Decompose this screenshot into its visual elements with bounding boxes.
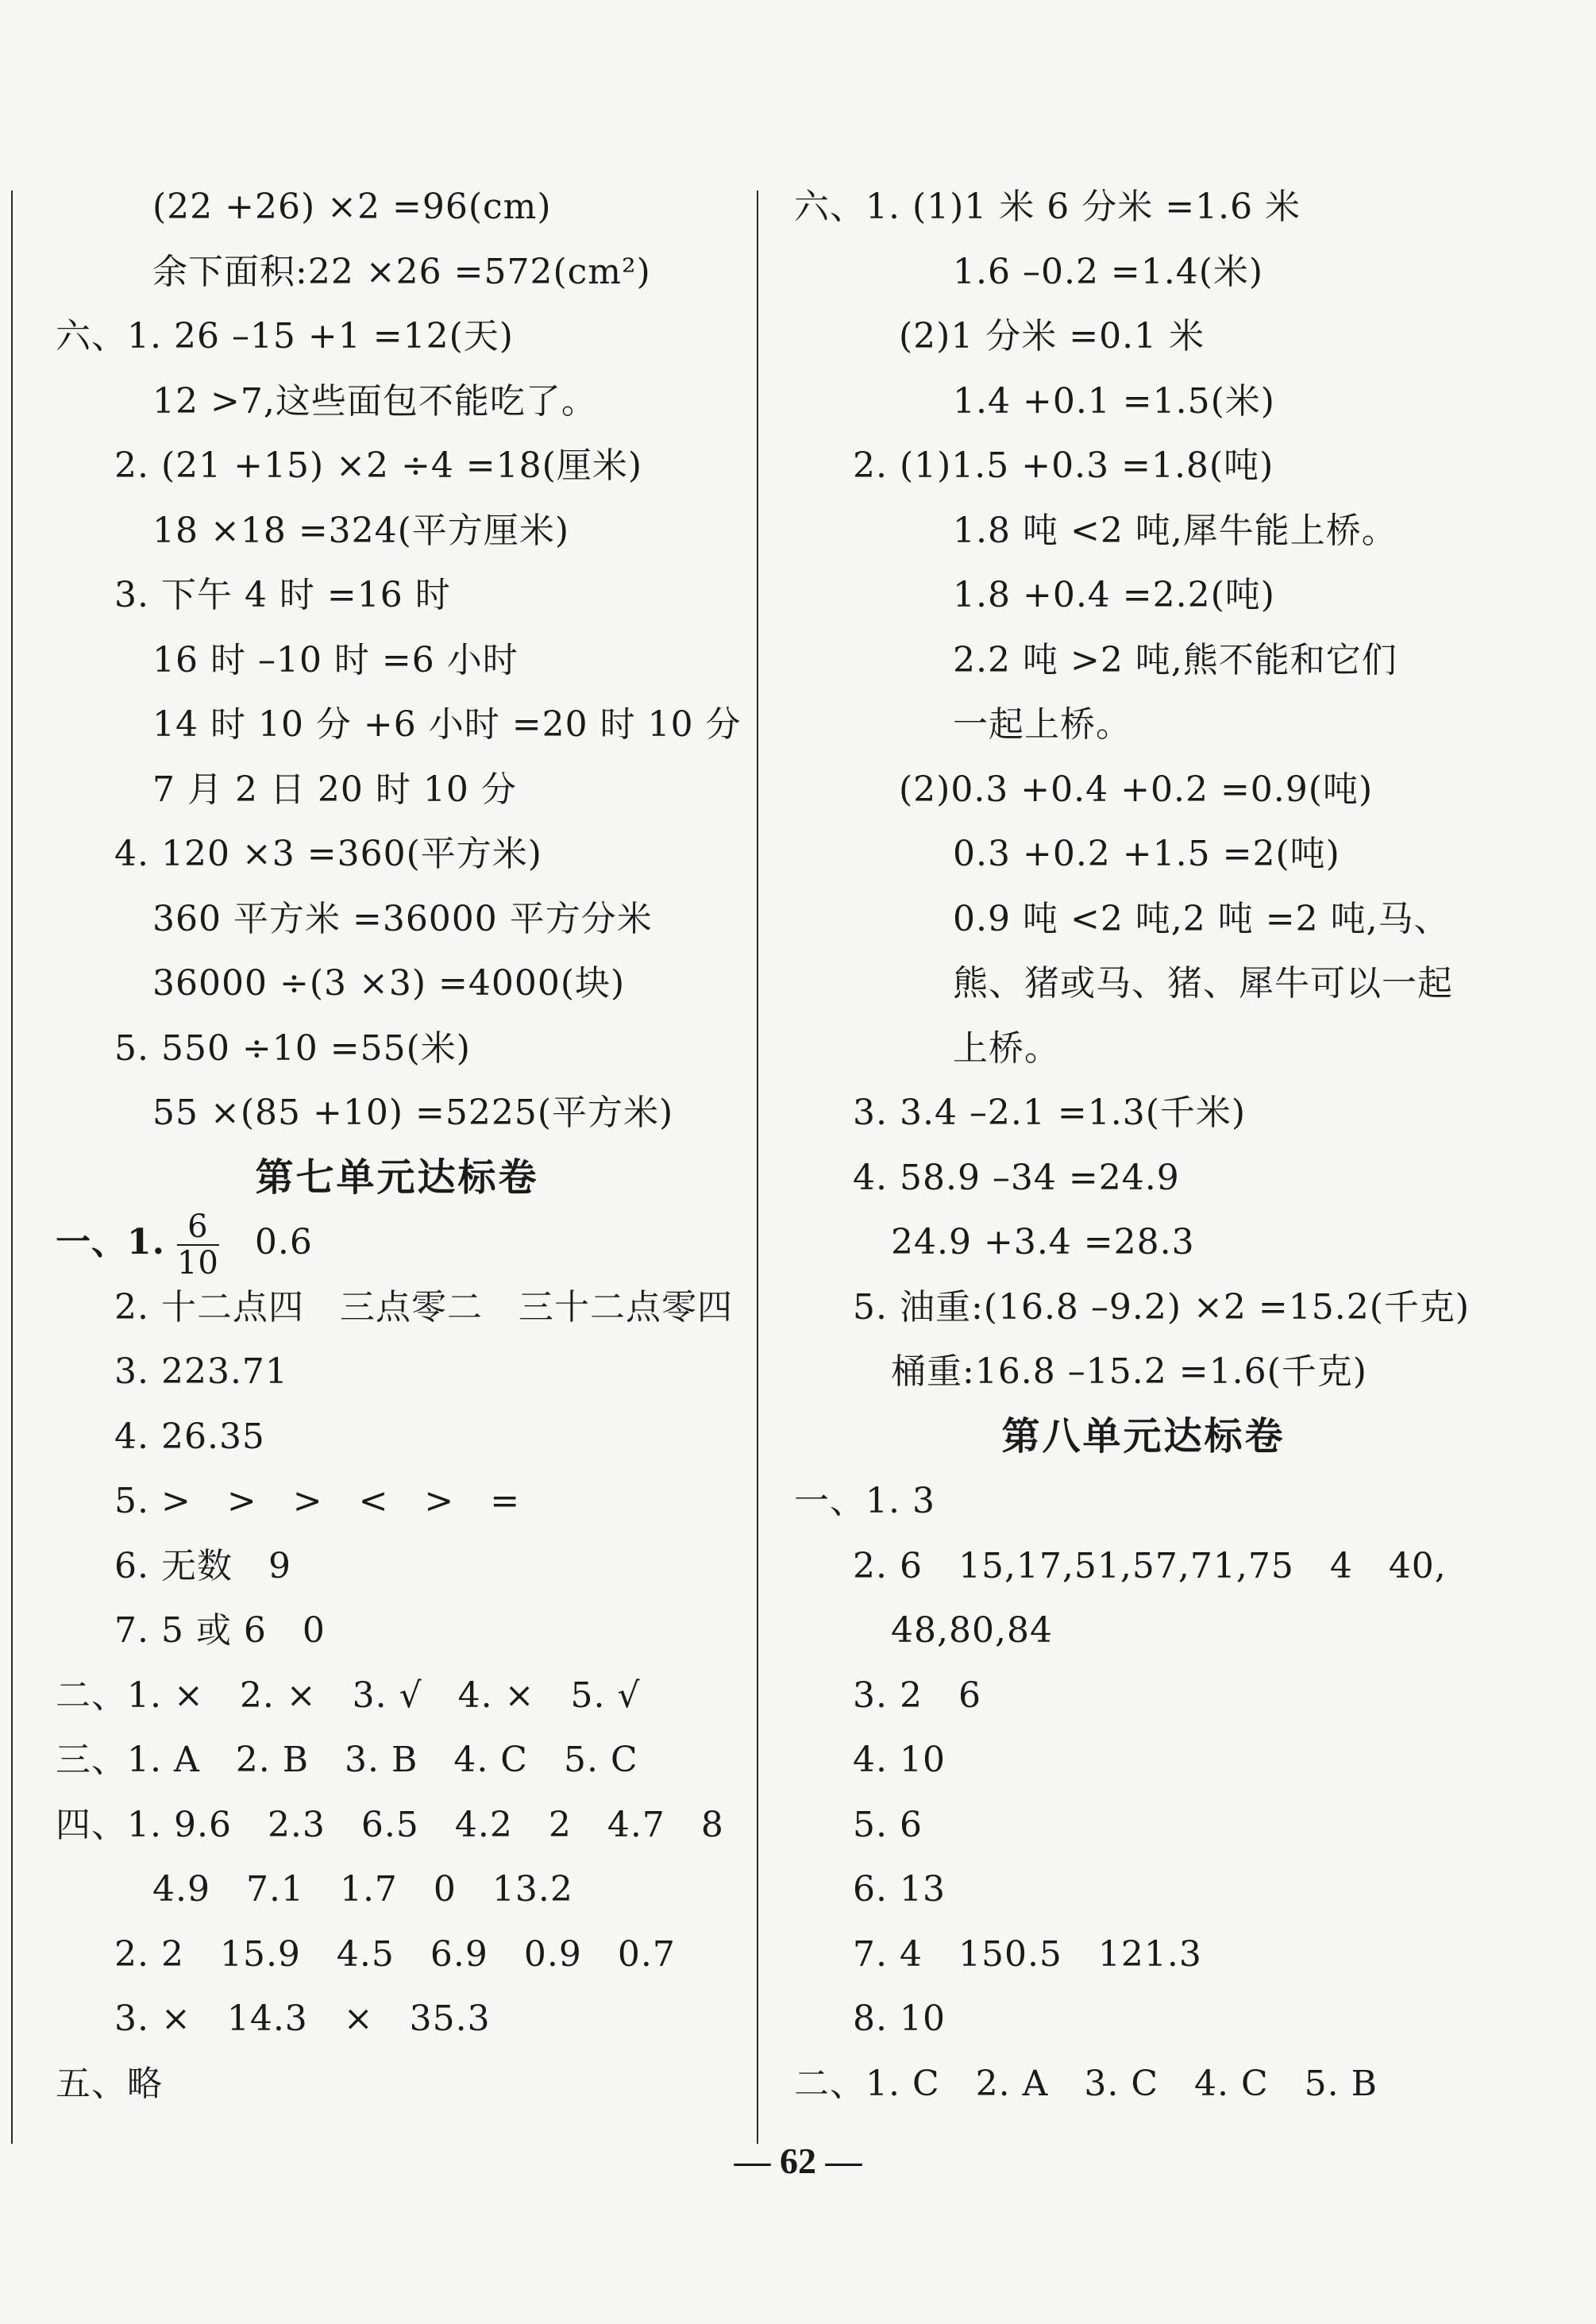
answer-line: 一、1. 3 [794, 1481, 935, 1521]
answer-line: 6. 13 [853, 1869, 946, 1910]
answer-line: 3. 223.71 [114, 1351, 288, 1392]
answer-line: (22 +26) ×2 =96(cm) [152, 187, 552, 227]
answer-line: 2. (1)1.5 +0.3 =1.8(吨) [853, 445, 1274, 486]
answer-line: 4.9 7.1 1.7 0 13.2 [152, 1869, 573, 1910]
answer-line: 六、1. (1)1 米 6 分米 =1.6 米 [794, 187, 1301, 227]
unit7-title: 第七单元达标卷 [255, 1154, 539, 1200]
answer-line: 0.9 吨 <2 吨,2 吨 =2 吨,马、 [953, 898, 1450, 939]
answer-line: 48,80,84 [891, 1610, 1053, 1651]
frac-line-prefix: 一、1. [56, 1222, 165, 1262]
answer-line: 4. 58.9 –34 =24.9 [853, 1157, 1180, 1198]
answer-line: (2)1 分米 =0.1 米 [899, 316, 1205, 357]
fraction-numerator: 6 [177, 1211, 219, 1246]
fraction [176, 1208, 219, 1281]
answer-line: 桶重:16.8 –15.2 =1.6(千克) [891, 1351, 1367, 1392]
answer-line: 3. 3.4 –2.1 =1.3(千米) [853, 1093, 1247, 1133]
frac-line-rest: 0.6 [254, 1222, 313, 1262]
answer-line: 二、1. C 2. A 3. C 4. C 5. B [794, 2063, 1378, 2104]
answer-line: 7. 4 150.5 121.3 [853, 1933, 1202, 1975]
answer-line: 7 月 2 日 20 时 10 分 [152, 769, 517, 810]
answer-line: 14 时 10 分 +6 小时 =20 时 10 分 [152, 704, 742, 745]
answer-line: 1.8 +0.4 =2.2(吨) [953, 575, 1275, 615]
right-answers-part1 [794, 175, 1493, 1405]
answer-line: 5. > > > < > = [114, 1481, 521, 1521]
answer-line: 六、1. 26 –15 +1 =12(天) [56, 316, 514, 357]
answer-line: 1.8 吨 <2 吨,犀牛能上桥。 [953, 510, 1397, 551]
answer-line: 6. 无数 9 [114, 1545, 291, 1586]
answer-line: 二、1. × 2. × 3. √ 4. × 5. √ [56, 1675, 641, 1716]
answer-line: 3. × 14.3 × 35.3 [114, 1998, 491, 2039]
answer-line: 3. 下午 4 时 =16 时 [114, 575, 451, 615]
answer-line: 5. 油重:(16.8 –9.2) ×2 =15.2(千克) [853, 1286, 1471, 1328]
right-column [794, 175, 1493, 2116]
answer-line: 一起上桥。 [953, 704, 1131, 745]
answer-line: 360 平方米 =36000 平方分米 [152, 898, 653, 939]
answer-line: 熊、猪或马、猪、犀牛可以一起 [953, 963, 1453, 1004]
answer-line: 55 ×(85 +10) =5225(平方米) [152, 1093, 674, 1133]
answer-line: 2. 十二点四 三点零二 三十二点零四 [114, 1286, 733, 1328]
answer-line: 4. 26.35 [114, 1416, 265, 1457]
answer-line: 0.3 +0.2 +1.5 =2(吨) [953, 834, 1340, 874]
fraction-denominator: 10 [176, 1244, 219, 1281]
answer-line: 24.9 +3.4 =28.3 [891, 1222, 1195, 1262]
answer-line: 3. 2 6 [853, 1675, 981, 1716]
right-answers-part2 [794, 1469, 1493, 2116]
answer-line: 1.4 +0.1 =1.5(米) [953, 380, 1275, 422]
left-answers-part2 [56, 1275, 738, 2117]
answer-line: 4. 120 ×3 =360(平方米) [114, 834, 542, 874]
answer-line: 7. 5 或 6 0 [114, 1610, 326, 1651]
answer-line: 2. 2 15.9 4.5 6.9 0.9 0.7 [114, 1933, 676, 1975]
answer-line: 五、略 [56, 2063, 163, 2104]
answer-line: 2. (21 +15) ×2 ÷4 =18(厘米) [114, 445, 642, 486]
column-divider [757, 191, 758, 2144]
answer-line: 5. 550 ÷10 =55(米) [114, 1027, 471, 1069]
unit8-title: 第八单元达标卷 [1001, 1413, 1286, 1459]
answer-line: (2)0.3 +0.4 +0.2 =0.9(吨) [899, 769, 1374, 810]
answer-line: 1.6 –0.2 =1.4(米) [953, 251, 1264, 292]
answer-line: 18 ×18 =324(平方厘米) [152, 510, 569, 551]
answer-line: 8. 10 [853, 1998, 946, 2039]
answer-line: 2.2 吨 >2 吨,熊不能和它们 [953, 639, 1397, 680]
answer-line: 16 时 –10 时 =6 小时 [152, 639, 519, 680]
answer-line: 36000 ÷(3 ×3) =4000(块) [152, 963, 626, 1004]
answer-line: 4. 10 [853, 1740, 946, 1780]
page-number: — 62 — [734, 2141, 862, 2181]
left-column [56, 175, 742, 2116]
answer-line: 2. 6 15,17,51,57,71,75 4 40, [853, 1545, 1447, 1586]
left-answers-part1 [56, 175, 742, 1146]
left-margin-rule [11, 191, 13, 2144]
answer-line: 三、1. A 2. B 3. B 4. C 5. C [56, 1740, 638, 1780]
answer-line: 12 >7,这些面包不能吃了。 [152, 380, 597, 422]
answer-line: 5. 6 [853, 1804, 923, 1845]
answer-line: 余下面积:22 ×26 =572(cm²) [152, 251, 651, 292]
answer-line: 上桥。 [953, 1027, 1060, 1069]
unit7-q1-1 [56, 1208, 738, 1281]
answer-line: 四、1. 9.6 2.3 6.5 4.2 2 4.7 8 [56, 1804, 724, 1845]
